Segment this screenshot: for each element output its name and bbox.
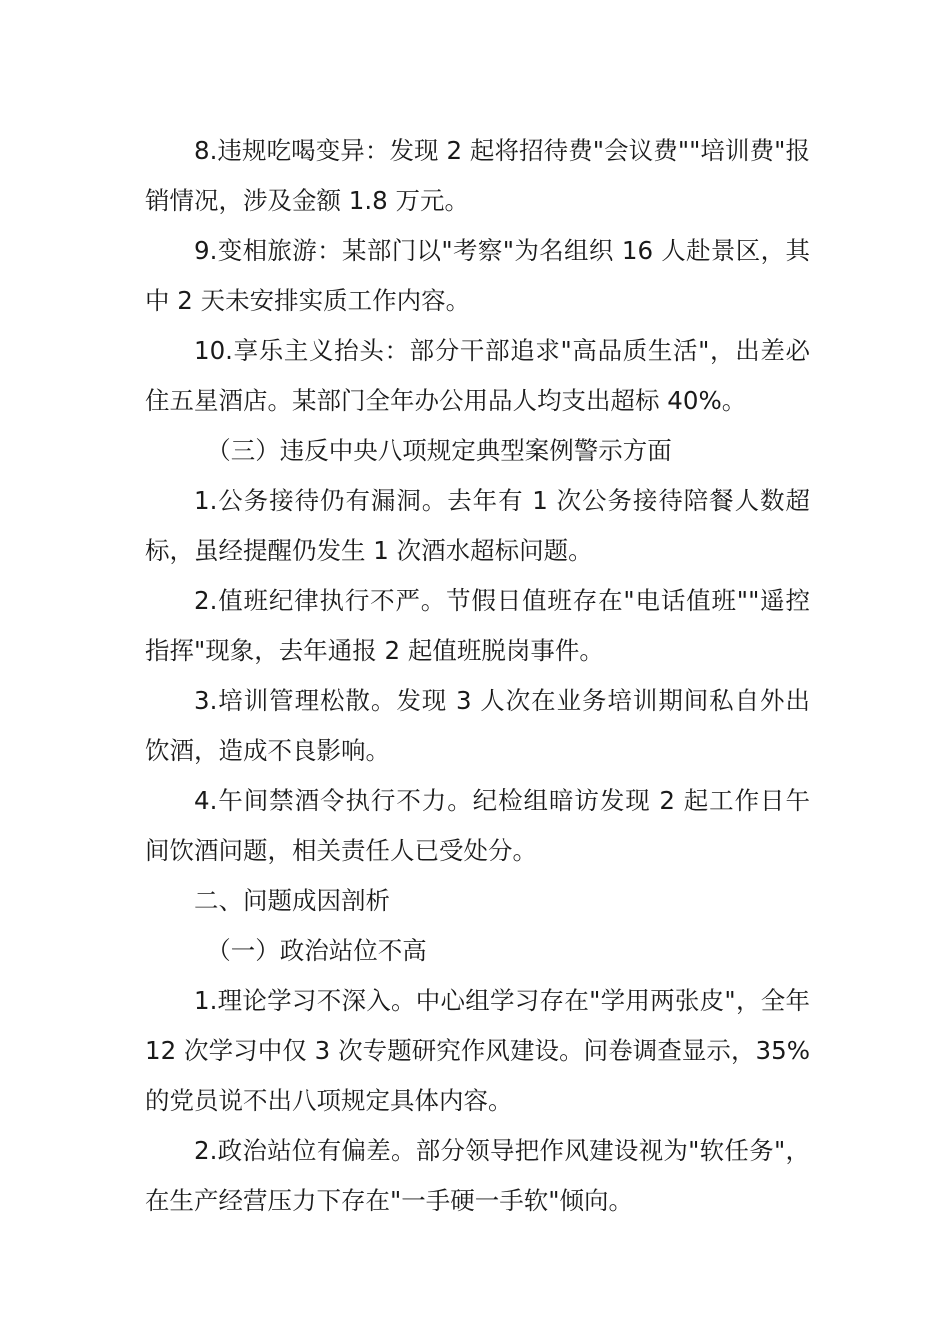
section-heading-1: （一）政治站位不高 bbox=[206, 936, 427, 965]
paragraph-item-10: 10.享乐主义抬头：部分干部追求"高品质生活"，出差必住五星酒店。某部门全年办公用品人均支出超标 40%。 bbox=[145, 336, 810, 415]
paragraph-case-4: 4.午间禁酒令执行不力。纪检组暗访发现 2 起工作日午间饮酒问题，相关责任人已受处分。 bbox=[145, 786, 810, 865]
paragraph-cause-1: 1.理论学习不深入。中心组学习存在"学用两张皮"，全年 12 次学习中仅 3 次专题研究作风建设。问卷调查显示，35%的党员说不出八项规定具体内容。 bbox=[145, 986, 810, 1115]
section-heading-3: （三）违反中央八项规定典型案例警示方面 bbox=[206, 436, 672, 465]
paragraph-cause-2: 2.政治站位有偏差。部分领导把作风建设视为"软任务"，在生产经营压力下存在"一手硬一手软"倾向。 bbox=[145, 1136, 810, 1215]
paragraph-case-3: 3.培训管理松散。发现 3 人次在业务培训期间私自外出饮酒，造成不良影响。 bbox=[145, 686, 810, 765]
paragraph-item-9: 9.变相旅游：某部门以"考察"为名组织 16 人赴景区，其中 2 天未安排实质工作内容。 bbox=[145, 236, 810, 315]
chapter-heading-2: 二、问题成因剖析 bbox=[194, 886, 390, 915]
paragraph-item-8: 8.违规吃喝变异：发现 2 起将招待费"会议费""培训费"报销情况，涉及金额 1.8 万元。 bbox=[145, 136, 810, 215]
document-body bbox=[145, 126, 810, 1226]
paragraph-case-1: 1.公务接待仍有漏洞。去年有 1 次公务接待陪餐人数超标，虽经提醒仍发生 1 次酒水超标问题。 bbox=[145, 486, 810, 565]
paragraph-case-2: 2.值班纪律执行不严。节假日值班存在"电话值班""遥控指挥"现象，去年通报 2 起值班脱岗事件。 bbox=[145, 586, 810, 665]
